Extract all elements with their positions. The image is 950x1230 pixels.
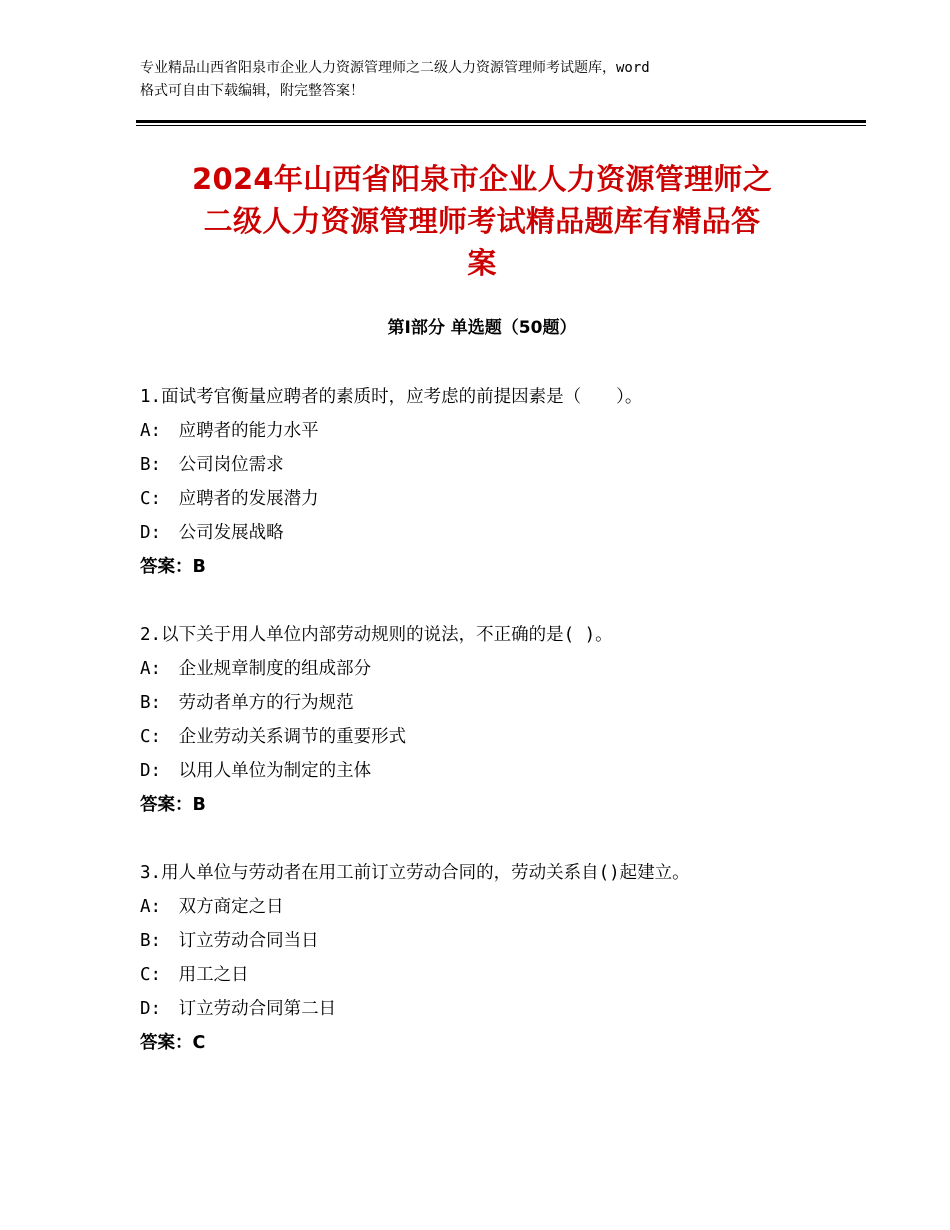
document-title: [136, 158, 828, 284]
option-c: C: 应聘者的发展潜力: [140, 489, 319, 509]
document-header-note: [140, 57, 830, 103]
question-item: [140, 618, 790, 822]
option-b: B: 公司岗位需求: [140, 455, 284, 475]
section-heading: 第Ⅰ部分 单选题（50题）: [387, 318, 577, 338]
answer-label: 答案：B: [140, 557, 206, 577]
header-divider-thick: [136, 120, 866, 123]
option-a: A: 双方商定之日: [140, 897, 284, 917]
option-a: A: 应聘者的能力水平: [140, 421, 319, 441]
option-a: A: 企业规章制度的组成部分: [140, 659, 372, 679]
option-c: C: 企业劳动关系调节的重要形式: [140, 727, 407, 747]
answer-label: 答案：B: [140, 795, 206, 815]
option-d: D: 订立劳动合同第二日: [140, 999, 337, 1019]
option-d: D: 以用人单位为制定的主体: [140, 761, 372, 781]
header-divider-thin: [136, 125, 866, 126]
question-list: [140, 380, 790, 1094]
option-b: B: 订立劳动合同当日: [140, 931, 319, 951]
title-line-3: 案: [467, 246, 497, 280]
answer-label: 答案：C: [140, 1033, 206, 1053]
question-text: 2.以下关于用人单位内部劳动规则的说法，不正确的是( )。: [140, 625, 613, 645]
question-item: [140, 380, 790, 584]
header-note-line-2: 格式可自由下载编辑，附完整答案！: [140, 83, 364, 99]
question-text: 3.用人单位与劳动者在用工前订立劳动合同的，劳动关系自()起建立。: [140, 863, 690, 883]
option-b: B: 劳动者单方的行为规范: [140, 693, 354, 713]
question-item: [140, 856, 790, 1060]
option-d: D: 公司发展战略: [140, 523, 284, 543]
title-line-1: 2024年山西省阳泉市企业人力资源管理师之: [191, 162, 772, 196]
header-note-line-1: 专业精品山西省阳泉市企业人力资源管理师之二级人力资源管理师考试题库，word: [140, 60, 650, 76]
title-line-2: 二级人力资源管理师考试精品题库有精品答: [203, 204, 761, 238]
option-c: C: 用工之日: [140, 965, 249, 985]
question-text: 1.面试考官衡量应聘者的素质时，应考虑的前提因素是（ ）。: [140, 387, 643, 407]
